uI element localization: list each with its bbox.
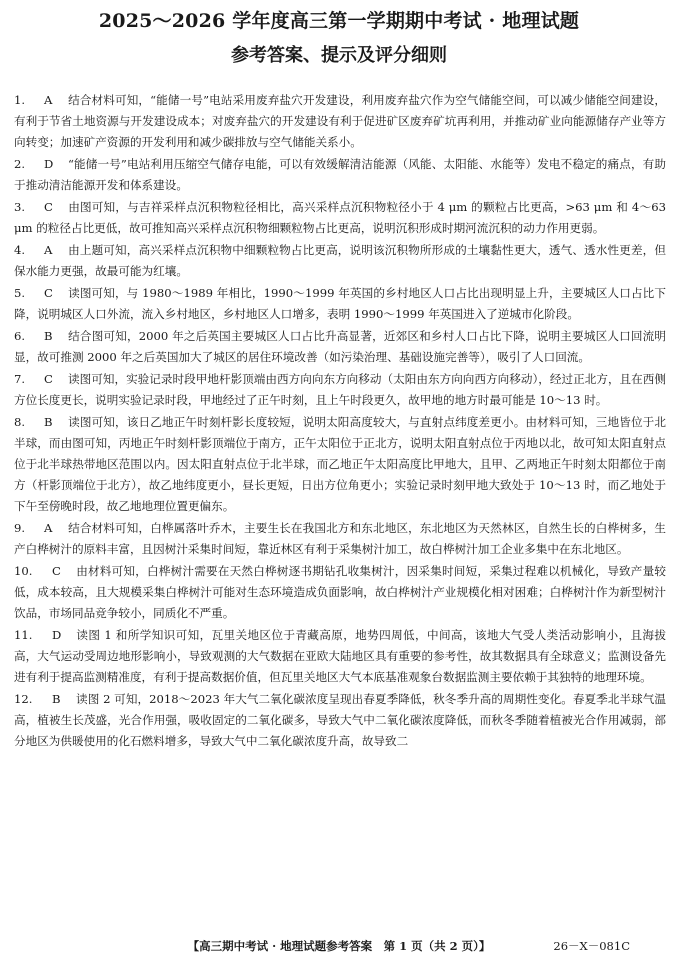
page-footer — [0, 938, 678, 956]
answer-item-9 — [14, 518, 666, 560]
answer-explanation: 结合材料可知，白桦属落叶乔木，主要生长在我国北方和东北地区，东北地区为天然林区，自然生长的白桦树多，生产白桦树汁的原料丰富，且因树汁采集时间短，靠近林区有利于采集树汁加工，故白桦树汁加工企业多集中在东北地区。 — [14, 521, 666, 556]
answer-letter: B — [52, 692, 61, 706]
answer-letter: D — [44, 157, 54, 171]
answer-letter: C — [52, 564, 61, 578]
answer-explanation: 读图可知，与 1980～1989 年相比，1990～1999 年英国的乡村地区人口占比出现明显上升，主要城区人口占比下降，说明城区人口外流，流入乡村地区，乡村地区人口增多，表明 1990～1999 年英国进入了逆城市化阶段。 — [14, 286, 666, 321]
question-number: 4. — [14, 243, 26, 257]
question-number: 1. — [14, 93, 26, 107]
question-number: 5. — [14, 286, 26, 300]
answer-item-5 — [14, 283, 666, 325]
question-number: 9. — [14, 521, 26, 535]
answer-letter: C — [44, 200, 53, 214]
answer-letter: B — [44, 329, 53, 343]
answer-letter: B — [44, 415, 53, 429]
question-number: 2. — [14, 157, 26, 171]
answer-list — [14, 90, 666, 752]
question-number: 7. — [14, 372, 26, 386]
question-number: 11. — [14, 628, 33, 642]
question-number: 6. — [14, 329, 26, 343]
answer-letter: A — [44, 521, 53, 535]
answer-explanation: 由材料可知，白桦树汁需要在天然白桦树逐书期钻孔收集树汁，因采集时间短，采集过程难以机械化，导致产量较低，成本较高，且大规模采集白桦树汁可能对生态环境造成负面影响，故白桦树汁产业规模化相对困难；白桦树汁作为新型树汁饮品，市场同品竞争较小，同质化不严重。 — [14, 564, 666, 620]
answer-explanation: 读图 2 可知，2018～2023 年大气二氧化碳浓度呈现出春夏季降低，秋冬季升高的周期性变化。春夏季北半球气温高，植被生长茂盛，光合作用强，吸收固定的二氧化碳多，导致大气中二氧化碳浓度降低，而秋冬季随着植被光合作用减弱，部分地区为供暖使用的化石燃料增多，导致大气中二氧化碳浓度升高，故导致二 — [14, 692, 666, 748]
answer-explanation: 结合材料可知，“能储一号”电站采用废弃盐穴开发建设，利用废弃盐穴作为空气储能空间，可以减少储能空间建设，有利于节省土地资源与开发建设成本；对废弃盐穴的开发建设有利于促进矿区废弃矿坑再利用，并推动矿业向能源储存产业等方向转变；加速矿产资源的开发利用和减少碳排放与空气储能关系小。 — [14, 93, 666, 149]
question-number: 10. — [14, 564, 33, 578]
answer-item-2 — [14, 154, 666, 196]
answer-letter: C — [44, 286, 53, 300]
answer-explanation: 结合图可知，2000 年之后英国主要城区人口占比升高显著，近郊区和乡村人口占比下降，说明主要城区人口回流明显，故可推测 2000 年之后英国加大了城区的居住环境改善（如污染治理、基础设施完善等），吸引了人口回流。 — [14, 329, 666, 364]
answer-item-1 — [14, 90, 666, 153]
page-title: 2025～2026 学年度高三第一学期期中考试 · 地理试题 — [98, 10, 580, 32]
answer-item-12 — [14, 689, 666, 752]
answer-item-3 — [14, 197, 666, 239]
answer-letter: A — [44, 243, 53, 257]
answer-explanation: 读图可知，实验记录时段甲地杆影顶端由西方向向东方向移动（太阳由东方向向西方向移动），经过正北方，且在西侧方位长度更长，说明实验记录时段，甲地经过了正午时刻，且上午时段更久，故甲地的地方时最可能是 10～13 时。 — [14, 372, 666, 407]
answer-explanation: 由上题可知，高兴采样点沉积物中细颗粒物占比更高，说明该沉积物所形成的土壤黏性更大，透气、透水性更差，但保水能力更强，故最可能为红壤。 — [14, 243, 666, 278]
answer-letter: D — [52, 628, 62, 642]
answer-item-11 — [14, 625, 666, 688]
question-number: 12. — [14, 692, 33, 706]
answer-item-6 — [14, 326, 666, 368]
answer-explanation: 读图可知，该日乙地正午时刻杆影长度较短，说明太阳高度较大，与直射点纬度差更小。由材料可知，三地皆位于北半球，而由图可知，丙地正午时刻杆影顶端位于南方，正午太阳位于正北方，说明太阳直射点位于丙地以北，故可知太阳直射点位于北半球热带地区范围以内。因太阳直射点位于北半球，而乙地正午太阳高度比甲地大，且甲、乙两地正午时刻太阳都位于南方（杆影顶端位于北方），故乙地纬度更小，昼长更短，日出方位角更小；实验记录时刻甲地大致处于 10～13 时，而乙地处于下午至傍晚时段，故乙地地理位置更偏东。 — [14, 415, 666, 513]
footer-page-info: 【高三期中考试 · 地理试题参考答案 第 1 页（共 2 页）】 — [187, 939, 491, 953]
answer-explanation: “能储一号”电站利用压缩空气储存电能，可以有效缓解清洁能源（风能、太阳能、水能等）发电不稳定的痛点，有助于推动清洁能源开发和体系建设。 — [14, 157, 666, 192]
page-subtitle: 参考答案、提示及评分细则 — [231, 45, 447, 66]
answer-letter: C — [44, 372, 53, 386]
answer-explanation: 读图 1 和所学知识可知，瓦里关地区位于青藏高原，地势四周低，中间高，该地大气受人类活动影响小，且海拔高，大气运动受周边地形影响小，导致观测的大气数据在亚欧大陆地区具有重要的参考性，故其数据具有全球意义；监测设备先进有利于提高监测精准度，有利于提高数据价值，但瓦里关地区大气本底基准观象台数据监测主要依赖于其独特的地理环境。 — [14, 628, 666, 684]
question-number: 3. — [14, 200, 26, 214]
answer-item-10 — [14, 561, 666, 624]
answer-item-7 — [14, 369, 666, 411]
question-number: 8. — [14, 415, 26, 429]
answer-item-8 — [14, 412, 666, 517]
answer-explanation: 由图可知，与吉祥采样点沉积物粒径相比，高兴采样点沉积物粒径小于 4 μm 的颗粒占比更高，>63 μm 和 4～63 μm 的粒径占比更低，故可推知高兴采样点沉积物细颗粒物占比更高，说明沉积形成时期河流沉积的动力作用更弱。 — [14, 200, 666, 235]
answer-item-4 — [14, 240, 666, 282]
answer-letter: A — [44, 93, 53, 107]
footer-paper-code: 26－X－081C — [553, 939, 630, 953]
